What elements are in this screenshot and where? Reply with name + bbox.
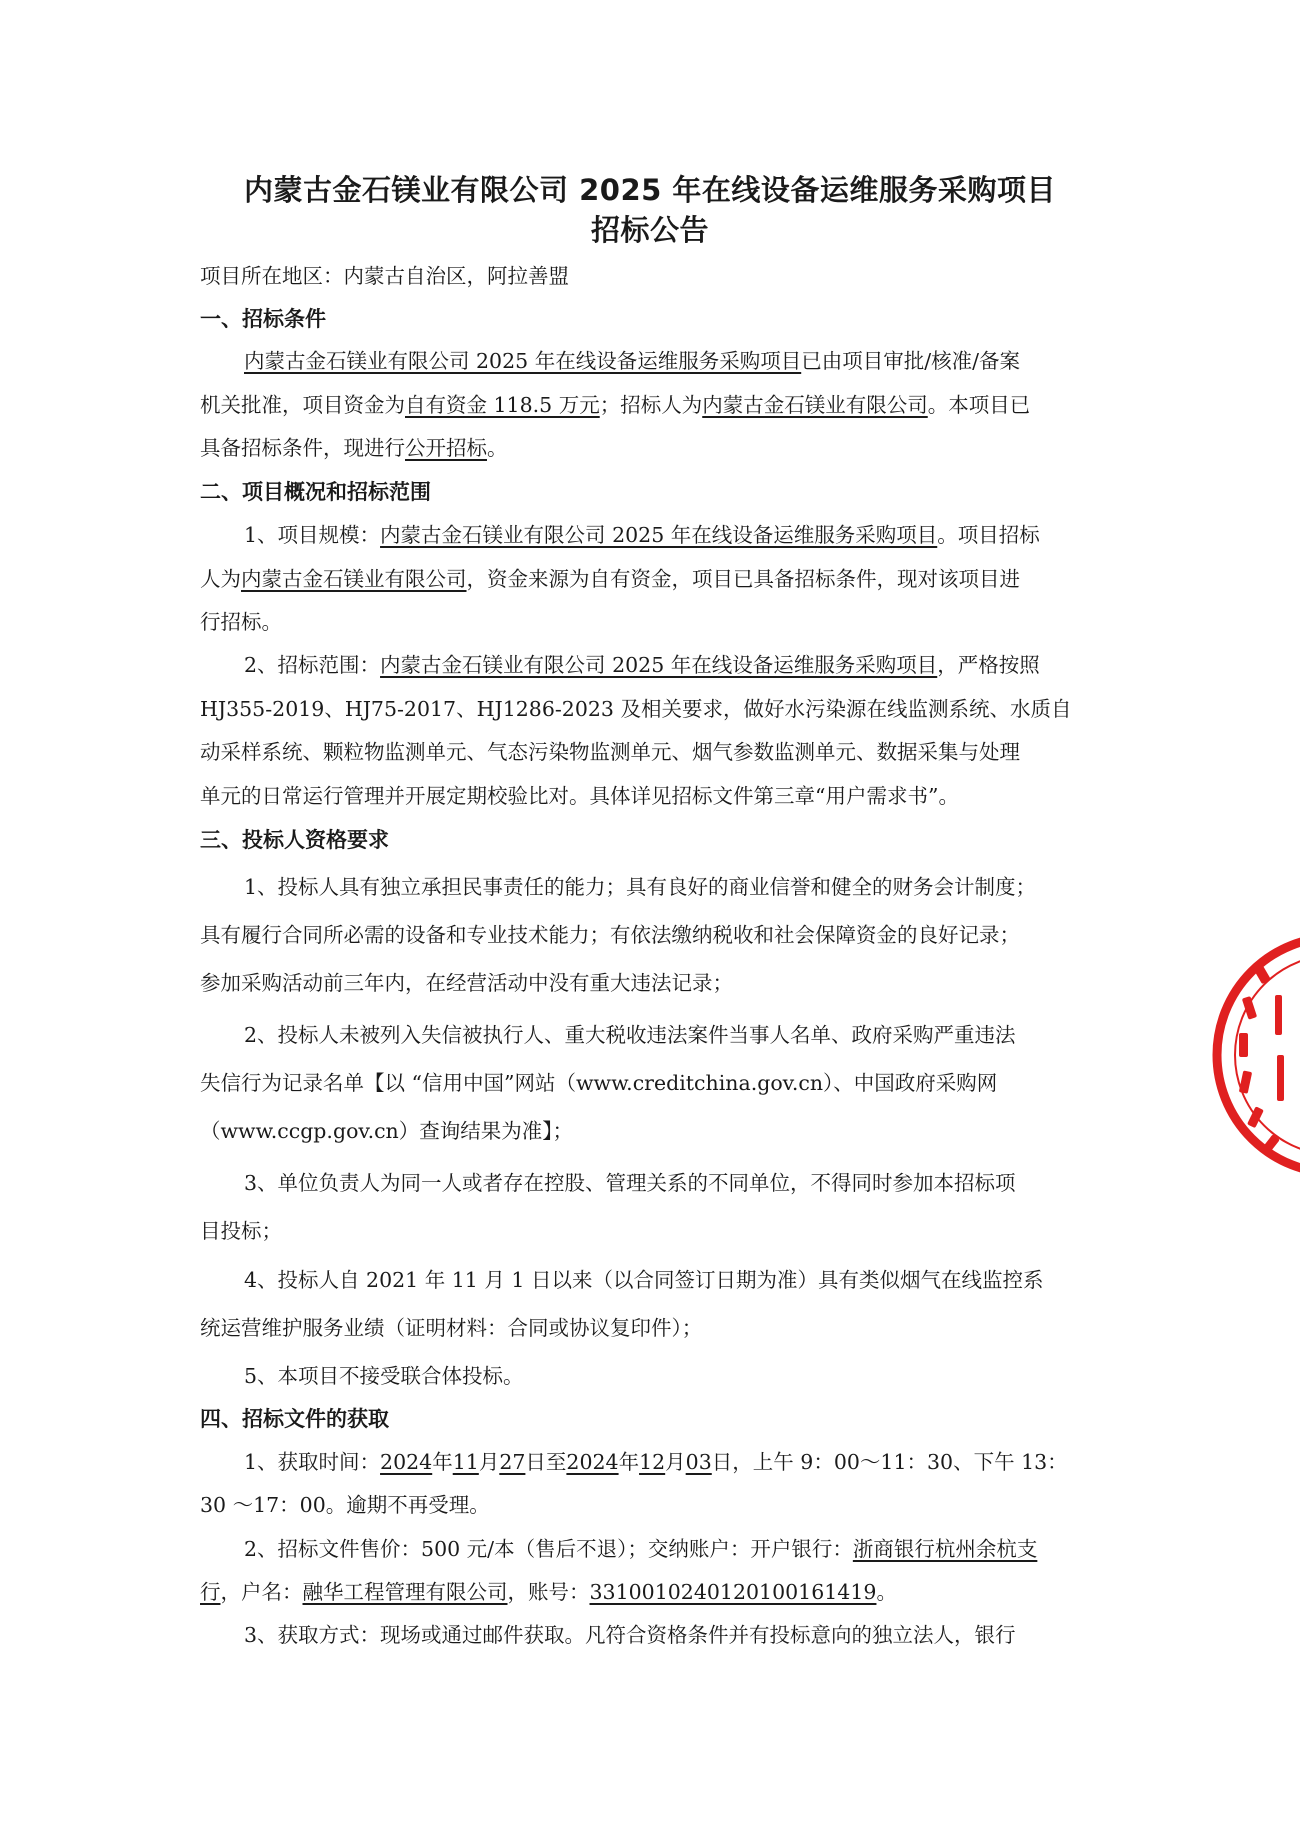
s2-p1-line1	[244, 521, 1105, 549]
s1-tenderer: 内蒙古金石镁业有限公司	[702, 393, 928, 417]
s4-text: 日至	[525, 1450, 567, 1474]
s3-p2-line2: 失信行为记录名单【以 “信用中国”网站（www.creditchina.gov.cn）、中国政府采购网	[200, 1071, 998, 1095]
s4-bank-name: 浙商银行杭州余杭支	[852, 1537, 1038, 1561]
section-1-heading: 一、招标条件	[200, 307, 326, 331]
s2-text: ，严格按照	[937, 653, 1040, 677]
s2-project-name: 内蒙古金石镁业有限公司 2025 年在线设备运维服务采购项目	[380, 523, 938, 547]
s3-p3-line2: 目投标；	[200, 1219, 282, 1243]
s2-text: 。项目招标	[937, 523, 1040, 547]
s2-p1-line3: 行招标。	[200, 610, 282, 634]
section-2-heading: 二、项目概况和招标范围	[200, 480, 431, 504]
s3-p4-line2: 统运营维护服务业绩（证明材料：合同或协议复印件）；	[200, 1316, 703, 1340]
section-4-heading: 四、招标文件的获取	[200, 1407, 389, 1431]
s4-p1-line1	[244, 1448, 1105, 1476]
s2-p2-line2: HJ355-2019、HJ75-2017、HJ1286-2023 及相关要求，做好水污染源在线监测系统、水质自	[200, 697, 1072, 721]
s2-text: ，资金来源为自有资金，项目已具备招标条件，现对该项目进	[466, 567, 1020, 591]
s1-text: 具备招标条件，现进行	[200, 436, 405, 460]
s4-text: 。	[876, 1580, 897, 1604]
project-location: 项目所在地区：内蒙古自治区，阿拉善盟	[200, 264, 569, 288]
s3-p1-line3: 参加采购活动前三年内，在经营活动中没有重大违法记录；	[200, 971, 733, 995]
s4-account-name: 融华工程管理有限公司	[302, 1580, 508, 1604]
s2-project-name: 内蒙古金石镁业有限公司 2025 年在线设备运维服务采购项目	[380, 653, 938, 677]
doc-title-line1: 内蒙古金石镁业有限公司 2025 年在线设备运维服务采购项目	[244, 173, 1056, 207]
s1-text: 已由项目审批/核准/备案	[801, 349, 1021, 373]
s4-date-part: 2024	[566, 1450, 619, 1474]
s2-text: 1、项目规模：	[244, 523, 381, 547]
s3-p4-line1: 4、投标人自 2021 年 11 月 1 日以来（以合同签订日期为准）具有类似烟气在线监控系	[244, 1268, 1044, 1292]
s4-text: 1、获取时间：	[244, 1450, 381, 1474]
s1-project-name: 内蒙古金石镁业有限公司 2025 年在线设备运维服务采购项目	[244, 349, 802, 373]
section-3-heading: 三、投标人资格要求	[200, 828, 389, 852]
s4-date-part: 12	[639, 1450, 666, 1474]
s1-text: 。本项目已	[927, 393, 1031, 417]
s4-date-part: 2024	[380, 1450, 433, 1474]
s3-p2-line1: 2、投标人未被列入失信被执行人、重大税收违法案件当事人名单、政府采购严重违法	[244, 1023, 1016, 1047]
s3-p3-line1: 3、单位负责人为同一人或者存在控股、管理关系的不同单位，不得同时参加本招标项	[244, 1171, 1016, 1195]
s3-p5: 5、本项目不接受联合体投标。	[244, 1364, 524, 1388]
s4-text: 年	[618, 1450, 640, 1474]
s1-text: 。	[487, 436, 508, 460]
s3-p1-line1: 1、投标人具有独立承担民事责任的能力；具有良好的商业信誉和健全的财务会计制度；	[244, 875, 1037, 899]
s1-method: 公开招标	[405, 436, 487, 460]
s4-account-number: 3310010240120100161419	[589, 1580, 877, 1604]
s1-text: 机关批准，项目资金为	[200, 393, 405, 417]
s4-date-part: 03	[685, 1450, 712, 1474]
s4-text: 年	[432, 1450, 453, 1474]
s4-text: 日，上午 9：00～11：30、下午 13：	[711, 1450, 1068, 1474]
s1-text: ；招标人为	[599, 393, 703, 417]
s4-text: 2、招标文件售价：500 元/本（售后不退）；交纳账户：开户银行：	[244, 1537, 853, 1561]
s1-line1	[244, 347, 1105, 375]
s2-p1-line2	[200, 565, 1105, 593]
s3-p2-line3: （www.ccgp.gov.cn）查询结果为准】；	[200, 1119, 574, 1143]
s2-p2-line3: 动采样系统、颗粒物监测单元、气态污染物监测单元、烟气参数监测单元、数据采集与处理	[200, 740, 1020, 764]
s4-date-part: 11	[452, 1450, 479, 1474]
s4-p1-line2: 30 ～17：00。逾期不再受理。	[200, 1493, 490, 1517]
s1-funding: 自有资金 118.5 万元	[405, 393, 600, 417]
s4-bank-name: 行	[200, 1580, 221, 1604]
red-seal-stamp-icon	[1205, 925, 1300, 1185]
s2-p2-line4: 单元的日常运行管理并开展定期校验比对。具体详见招标文件第三章“用户需求书”。	[200, 784, 959, 808]
s4-text: ，户名：	[220, 1580, 303, 1604]
s4-text: 月	[478, 1450, 500, 1474]
s1-line3	[200, 434, 1105, 462]
s3-p1-line2: 具有履行合同所必需的设备和专业技术能力；有依法缴纳税收和社会保障资金的良好记录；	[200, 923, 1020, 947]
s4-p2-line2	[200, 1578, 1105, 1606]
s2-tenderer: 内蒙古金石镁业有限公司	[241, 567, 467, 591]
s2-p2-line1	[244, 651, 1105, 679]
s4-date-part: 27	[499, 1450, 526, 1474]
s2-text: 人为	[200, 567, 241, 591]
s2-text: 2、招标范围：	[244, 653, 381, 677]
s4-text: 月	[665, 1450, 686, 1474]
s4-text: ，账号：	[507, 1580, 590, 1604]
s1-line2	[200, 391, 1105, 419]
s4-p3-line1: 3、获取方式：现场或通过邮件获取。凡符合资格条件并有投标意向的独立法人，银行	[244, 1623, 1016, 1647]
s4-p2-line1	[244, 1535, 1105, 1563]
doc-title-line2: 招标公告	[590, 213, 709, 247]
